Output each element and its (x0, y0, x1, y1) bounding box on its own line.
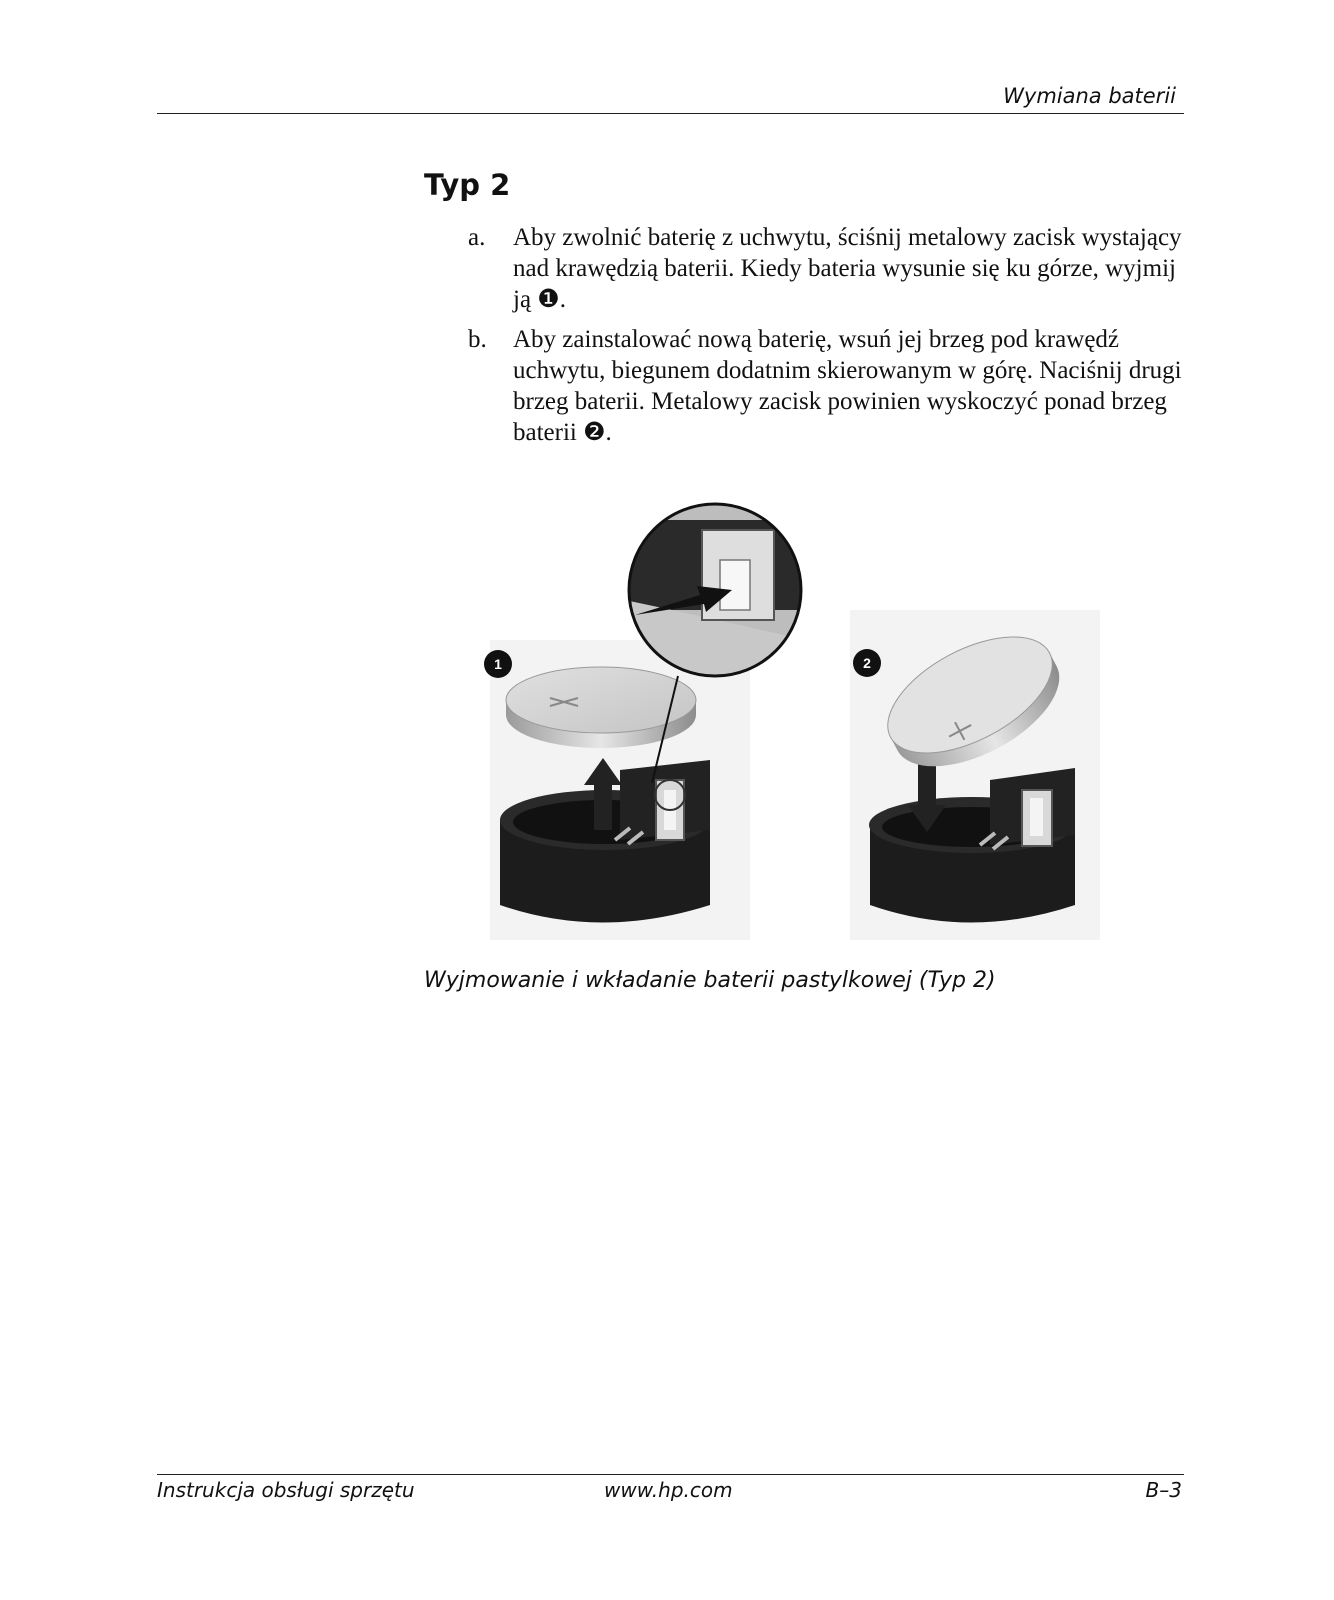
step-list (468, 222, 1188, 457)
footer-manual-title: Instrukcja obsługi sprzętu (157, 1478, 415, 1502)
step-text: Aby zwolnić baterię z uchwytu, ściśnij metalowy zacisk wystający nad krawędzią baterii. Kiedy bateria wysunie się ku górze, wyjmij ją ❶. (513, 224, 1182, 313)
footer-url: www.hp.com (604, 1478, 733, 1502)
step-marker: a. (468, 224, 486, 251)
figure-caption: Wyjmowanie i wkładanie baterii pastylkowej (Typ 2) (424, 968, 996, 993)
step-item (468, 222, 1188, 315)
step-text: Aby zainstalować nową baterię, wsuń jej brzeg pod krawędź uchwytu, biegunem dodatnim skierowanym w górę. Naciśnij drugi brzeg baterii. Metalowy zacisk powinien wyskoczyć ponad brzeg baterii ❷. (513, 326, 1182, 446)
footer-rule (157, 1474, 1184, 1475)
battery-illustration (470, 500, 1130, 960)
step-item (468, 324, 1188, 448)
callout-2-label: 2 (863, 655, 871, 671)
page-number: B–3 (1145, 1478, 1182, 1502)
header-rule (157, 113, 1184, 114)
callout-1-label: 1 (494, 656, 502, 672)
running-header: Wymiana baterii (1003, 84, 1176, 108)
coin-battery-left (506, 667, 696, 748)
step-marker: b. (468, 326, 487, 353)
section-heading: Typ 2 (424, 168, 511, 202)
